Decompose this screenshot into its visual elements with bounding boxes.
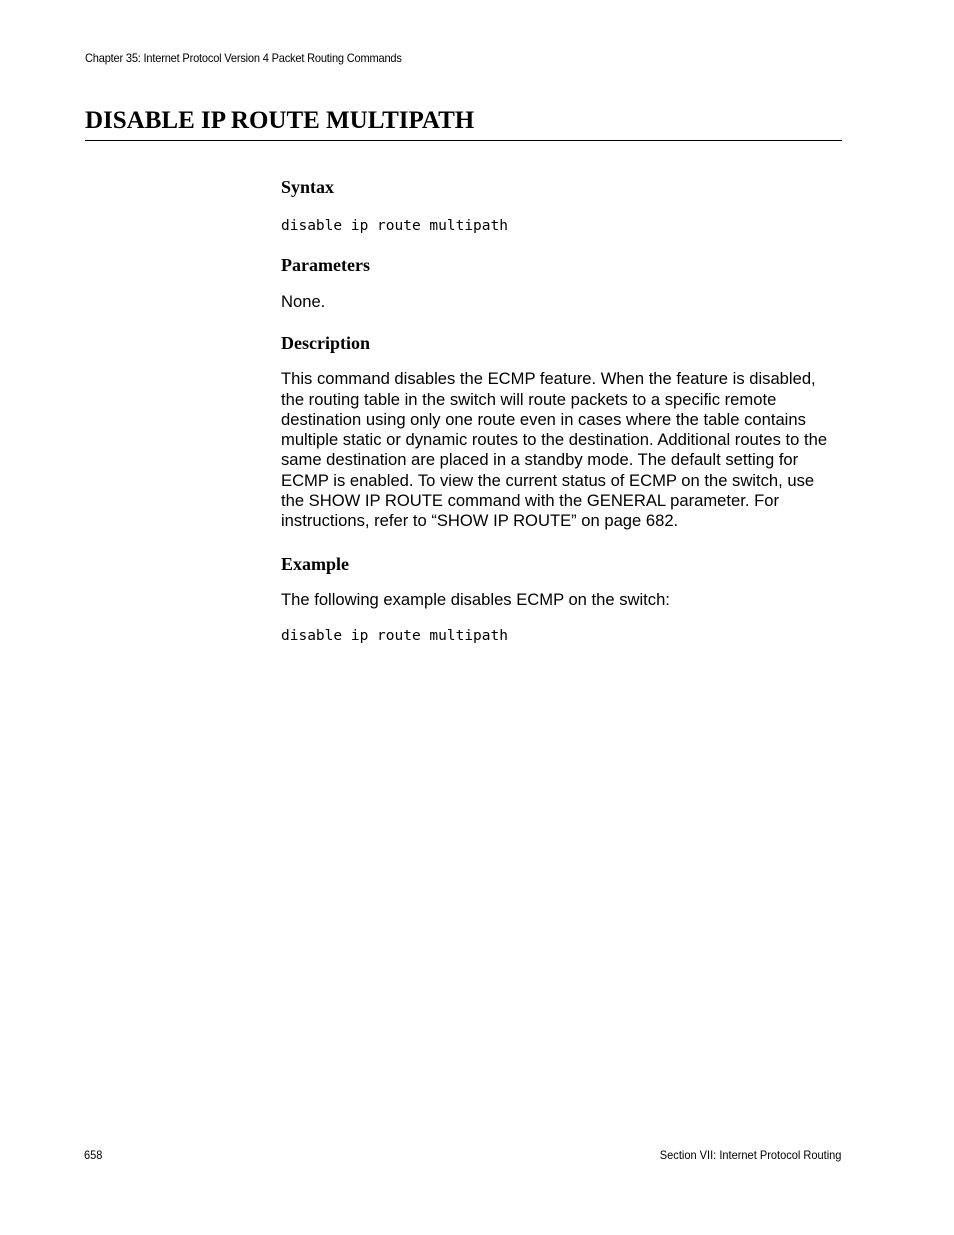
syntax-heading: Syntax <box>281 177 335 197</box>
description-line: multiple static or dynamic routes to the destination. Additional routes to the <box>281 430 828 450</box>
description-line: the routing table in the switch will route packets to a specific remote <box>281 389 777 409</box>
example-code: disable ip route multipath <box>281 627 508 644</box>
parameters-text: None. <box>281 292 326 311</box>
content-body <box>281 176 846 646</box>
description-line: This command disables the ECMP feature. When the feature is disabled, <box>281 369 816 389</box>
description-line: same destination are placed in a standby mode. The default setting for <box>281 450 799 470</box>
description-line: the SHOW IP ROUTE command with the GENERAL parameter. For <box>281 491 779 511</box>
description-line: destination using only one route even in cases where the table contains <box>281 409 806 429</box>
example-heading: Example <box>281 553 350 574</box>
example-text: The following example disables ECMP on the switch: <box>281 589 670 609</box>
description-line: instructions, refer to “SHOW IP ROUTE” on page 682. <box>281 511 679 531</box>
running-header: Chapter 35: Internet Protocol Version 4 Packet Routing Commands <box>85 51 402 65</box>
parameters-heading: Parameters <box>281 255 370 275</box>
title-rule <box>85 140 842 141</box>
description-paragraph <box>281 369 846 531</box>
page-number: 658 <box>84 1148 103 1162</box>
syntax-code: disable ip route multipath <box>281 218 508 234</box>
description-line: ECMP is enabled. To view the current status of ECMP on the switch, use <box>281 470 815 490</box>
page-title: DISABLE IP ROUTE MULTIPATH <box>85 107 475 134</box>
running-footer-section: Section VII: Internet Protocol Routing <box>659 1148 841 1162</box>
description-heading: Description <box>281 333 370 354</box>
